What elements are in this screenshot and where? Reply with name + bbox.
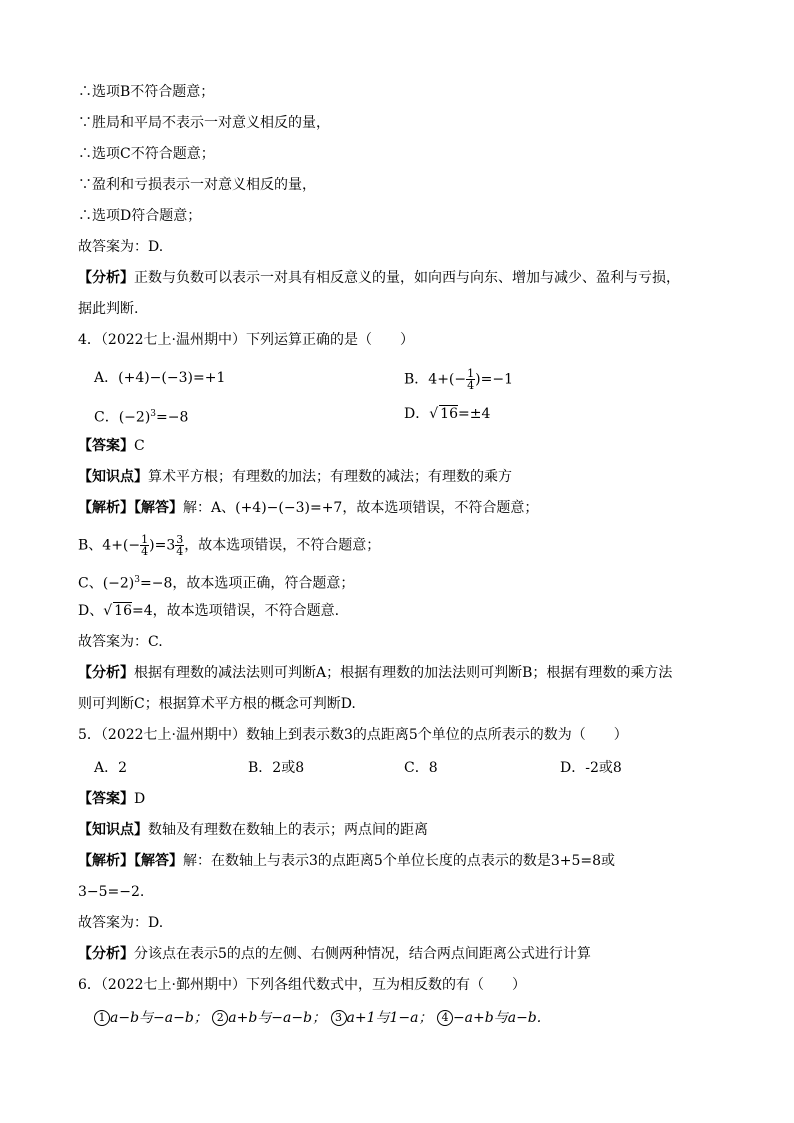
q5-solution — [78, 851, 615, 871]
q4-option-d — [404, 404, 490, 424]
q5-final-answer: 故答案为：D. — [78, 915, 164, 931]
q3-line-2: ∵胜局和平局不表示一对意义相反的量， — [78, 115, 330, 131]
q5-option-d: D．-2或8 — [560, 760, 622, 776]
q5-solution-cont: 3−5=−2. — [78, 884, 145, 900]
item-expr: a−b与−a−b； — [110, 1010, 208, 1026]
knowledge-text: 数轴及有理数在数轴上的表示；两点间的距离 — [148, 822, 428, 838]
q4-analysis — [78, 663, 672, 683]
knowledge-text: 算术平方根；有理数的加法；有理数的减法；有理数的乘方 — [148, 469, 512, 485]
analysis-text: 正数与负数可以表示一对具有相反意义的量，如向西与向东、增加与减少、盈利与亏损， — [134, 270, 680, 286]
q6-stem: 6．（2022七上·鄞州期中）下列各组代数式中，互为相反数的有（ ） — [78, 977, 526, 993]
q4-option-c — [94, 404, 188, 428]
solution-tag: 【解析】【解答】 — [78, 500, 183, 516]
solution-text: 解：A、(+4)−(−3)=+7，故本选项错误，不符合题意； — [183, 500, 539, 516]
fraction — [140, 534, 149, 557]
item-expr: −a+b与a−b. — [452, 1010, 542, 1026]
solution-text: ，故本选项错误，不符合题意； — [184, 537, 381, 554]
expr-part: 4+(− — [428, 371, 467, 388]
q5-option-b: B．2或8 — [248, 760, 305, 776]
solution-text: =−8，故本选项正确，符合题意； — [140, 575, 355, 592]
circled-number-2-icon: 2 — [212, 1010, 228, 1026]
q3-line-5: ∴选项D符合题意； — [78, 208, 202, 224]
answer-value: C — [134, 438, 145, 454]
fraction — [175, 534, 184, 557]
circled-number-4-icon: 4 — [437, 1010, 453, 1026]
q5-analysis — [78, 944, 591, 964]
solution-text: 解：在数轴上与表示3的点距离5个单位长度的点表示的数是3+5=8或 — [183, 853, 615, 869]
q4-final-answer: 故答案为：C. — [78, 634, 163, 650]
circled-number-1-icon: 1 — [94, 1010, 110, 1026]
option-label: A． — [94, 370, 119, 386]
q5-knowledge-points — [78, 820, 428, 840]
q4-knowledge-points — [78, 467, 512, 487]
q4-option-a — [94, 368, 225, 388]
expr-part: =−8 — [156, 409, 189, 426]
q4-option-b — [404, 368, 513, 391]
q3-line-1: ∴选项B不符合题意； — [78, 84, 215, 100]
knowledge-tag: 【知识点】 — [78, 469, 148, 485]
fraction — [466, 368, 475, 391]
sqrt-sign-icon: √ — [103, 603, 113, 619]
expr-part: )=3 — [149, 537, 176, 554]
q3-line-3: ∴选项C不符合题意； — [78, 146, 215, 162]
answer-tag: 【答案】 — [78, 791, 134, 807]
q3-line-4: ∵盈利和亏损表示一对意义相反的量， — [78, 177, 316, 193]
answer-value: D — [134, 791, 146, 807]
q4-solution-d — [78, 601, 339, 621]
q4-solution-a — [78, 498, 538, 518]
numerator: 1 — [467, 367, 475, 380]
option-label: D． — [404, 406, 430, 422]
expr-part: D、 — [78, 603, 104, 619]
item-expr: a+b与−a−b； — [228, 1010, 327, 1026]
solution-text: =4，故本选项错误，不符合题意. — [131, 603, 340, 619]
analysis-tag: 【分析】 — [78, 665, 134, 681]
q5-answer — [78, 789, 145, 809]
q4-stem: 4．（2022七上·温州期中）下列运算正确的是（ ） — [78, 332, 414, 348]
answer-tag: 【答案】 — [78, 438, 134, 454]
item-expr: a+1与1−a； — [346, 1010, 433, 1026]
expr-part: C、(−2) — [78, 575, 135, 592]
knowledge-tag: 【知识点】 — [78, 822, 148, 838]
analysis-text: 分该点在表示5的点的左侧、右侧两种情况，结合两点间距离公式进行计算 — [134, 946, 591, 962]
analysis-tag: 【分析】 — [78, 270, 134, 286]
q5-option-c: C．8 — [404, 760, 438, 776]
analysis-text: 根据有理数的减法法则可判断A；根据有理数的加法法则可判断B；根据有理数的乘方法 — [134, 665, 673, 681]
sqrt-sign-icon: √ — [429, 406, 439, 422]
radicand: 16 — [114, 603, 132, 619]
q4-solution-c — [78, 570, 354, 594]
numerator: 1 — [141, 533, 149, 546]
q4-analysis-cont: 则可判断C；根据算术平方根的概念可判断D. — [78, 696, 356, 712]
q6-items — [94, 1008, 541, 1028]
q4-solution-b — [78, 534, 380, 557]
denominator: 4 — [467, 379, 475, 392]
q5-option-a: A．2 — [94, 760, 128, 776]
denominator: 4 — [176, 545, 184, 558]
numerator: 3 — [176, 533, 184, 546]
analysis-tag: 【分析】 — [78, 946, 134, 962]
expr-part: )=−1 — [475, 371, 513, 388]
expr-part: B、4+(− — [78, 537, 141, 554]
option-expr: (+4)−(−3)=+1 — [118, 370, 226, 386]
expr-part: (−2) — [118, 409, 151, 426]
q5-stem: 5．（2022七上·温州期中）数轴上到表示数3的点距离5个单位的点所表示的数为（ ） — [78, 727, 628, 743]
q3-analysis-cont: 据此判断. — [78, 301, 139, 317]
q3-analysis — [78, 268, 680, 288]
option-label: C． — [94, 409, 119, 426]
denominator: 4 — [141, 545, 149, 558]
expr-part: =±4 — [457, 406, 491, 422]
solution-tag: 【解析】【解答】 — [78, 853, 183, 869]
circled-number-3-icon: 3 — [331, 1010, 347, 1026]
exponent: 3 — [150, 409, 157, 419]
radicand: 16 — [440, 406, 458, 422]
option-label: B． — [404, 371, 429, 388]
q4-answer — [78, 436, 145, 456]
exponent: 3 — [134, 575, 141, 585]
q3-final-answer: 故答案为：D. — [78, 239, 164, 255]
